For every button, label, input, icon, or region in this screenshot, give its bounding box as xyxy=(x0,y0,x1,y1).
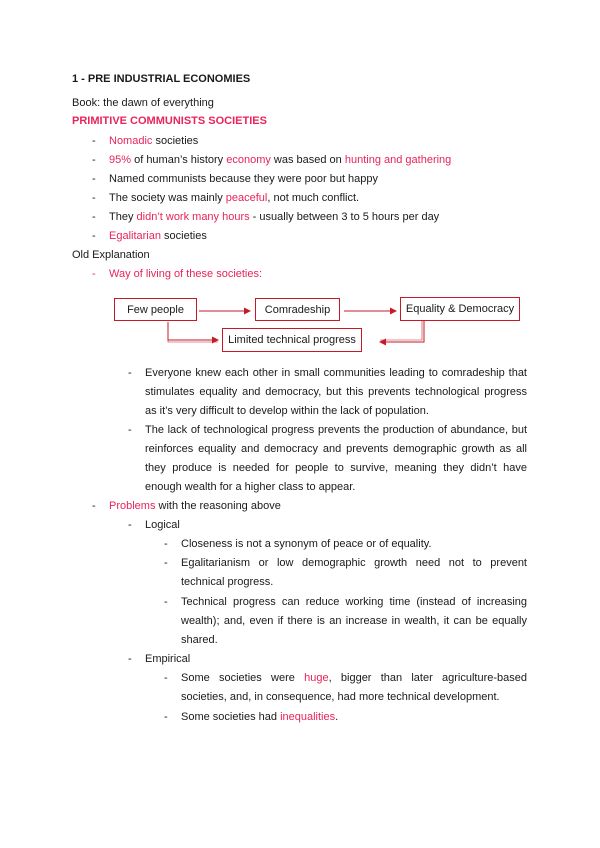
paragraph-line: they produce is needed for people to survive, meaning they didn’t have xyxy=(145,462,527,474)
paragraph-line: Egalitarianism or low demographic growth need not to prevent xyxy=(181,557,527,569)
bullet-dash: - xyxy=(92,154,96,166)
highlight-text: huge xyxy=(304,672,329,684)
bullet-dash: - xyxy=(92,268,96,280)
paragraph-line: reinforces equality and democracy and prevents demographic growth as all xyxy=(145,443,527,455)
bullet-text: They xyxy=(109,211,137,223)
empirical-huge-line xyxy=(181,671,527,685)
arrow-equality-to-limited-inner xyxy=(380,320,422,340)
paragraph-line: Closeness is not a synonym of peace or of equality. xyxy=(181,538,432,550)
bullet-dash: - xyxy=(128,519,132,531)
highlight-text: economy xyxy=(226,154,271,166)
book-reference: Book: the dawn of everything xyxy=(72,97,214,109)
bullet-dash: - xyxy=(92,500,96,512)
bullet-dash: - xyxy=(92,173,96,185)
highlight-text: Problems xyxy=(109,500,156,512)
bullet-text: Some societies had xyxy=(181,711,281,723)
paragraph-line: The lack of technological progress prevents the production of abundance, but xyxy=(145,424,527,436)
highlight-text: Egalitarian xyxy=(109,230,161,242)
way-of-living-label: Way of living of these societies: xyxy=(109,268,263,280)
bullet-dash: - xyxy=(128,367,132,379)
bullet-text: . xyxy=(335,711,339,723)
highlight-text: Nomadic xyxy=(109,135,153,147)
box-comradeship: Comradeship xyxy=(255,298,340,321)
box-equality-democracy: Equality & Democracy xyxy=(400,297,520,321)
paragraph-line: technical progress. xyxy=(181,576,274,588)
bullet-dash: - xyxy=(128,653,132,665)
paragraph-line: wealth); and, even if there is an increase in wealth, it can be equally xyxy=(181,615,527,627)
arrow-equality-to-limited xyxy=(380,320,424,342)
highlight-text: 95% xyxy=(109,154,132,166)
old-explanation-label: Old Explanation xyxy=(72,249,150,261)
bullet-text: The society was mainly xyxy=(109,192,226,204)
bullet-text: societies xyxy=(160,230,207,242)
empirical-inequalities-line xyxy=(181,710,338,724)
paragraph-line: Everyone knew each other in small communities leading to comradeship that xyxy=(145,367,527,379)
highlight-text: peaceful xyxy=(225,192,268,204)
bullet-dash: - xyxy=(164,557,168,569)
bullet-text: , bigger than later agriculture-based xyxy=(328,672,527,684)
bullet-dash: - xyxy=(128,424,132,436)
logical-label: Logical xyxy=(145,519,180,531)
arrow-few-to-limited-inner xyxy=(168,322,218,342)
paragraph-line: shared. xyxy=(181,634,218,646)
bullet-dash: - xyxy=(164,596,168,608)
bullet-text: was based on xyxy=(270,154,345,166)
bullet-dash: - xyxy=(164,711,168,723)
arrow-few-to-limited xyxy=(168,322,218,340)
bullet-text: societies xyxy=(152,135,199,147)
box-few-people: Few people xyxy=(114,298,197,321)
paragraph-line: Technical progress can reduce working time (instead of increasing xyxy=(181,596,527,608)
highlight-text: inequalities xyxy=(280,711,336,723)
bullet-dash: - xyxy=(92,230,96,242)
bullet-text: Some societies were xyxy=(181,672,305,684)
paragraph-line: as it’s very difficult to develop within the lack of population. xyxy=(145,405,429,417)
bullet-dash: - xyxy=(92,211,96,223)
bullet-dash: - xyxy=(92,135,96,147)
bullet-named-communists: Named communists because they were poor but happy xyxy=(109,173,379,185)
problems-heading xyxy=(109,499,281,513)
paragraph-line: societies, and, in consequence, had more technical development. xyxy=(181,691,500,703)
bullet-dash: - xyxy=(164,672,168,684)
paragraph-line: stimulates equality and democracy, but this prevents technological progress xyxy=(145,386,527,398)
paragraph-line: enough wealth for a higher class to appear. xyxy=(145,481,356,493)
bullet-dash: - xyxy=(164,538,168,550)
bullet-text: of human’s history xyxy=(131,154,227,166)
bullet-dash: - xyxy=(92,192,96,204)
box-limited-progress: Limited technical progress xyxy=(222,328,362,352)
highlight-text: didn’t work many hours xyxy=(136,211,250,223)
empirical-label: Empirical xyxy=(145,653,191,665)
section-title: PRIMITIVE COMMUNISTS SOCIETIES xyxy=(72,115,267,127)
document-heading: 1 - PRE INDUSTRIAL ECONOMIES xyxy=(72,73,251,85)
bullet-text: - usually between 3 to 5 hours per day xyxy=(249,211,440,223)
bullet-text: with the reasoning above xyxy=(155,500,281,512)
highlight-text: hunting and gathering xyxy=(344,154,452,166)
bullet-text: , not much conflict. xyxy=(267,192,360,204)
